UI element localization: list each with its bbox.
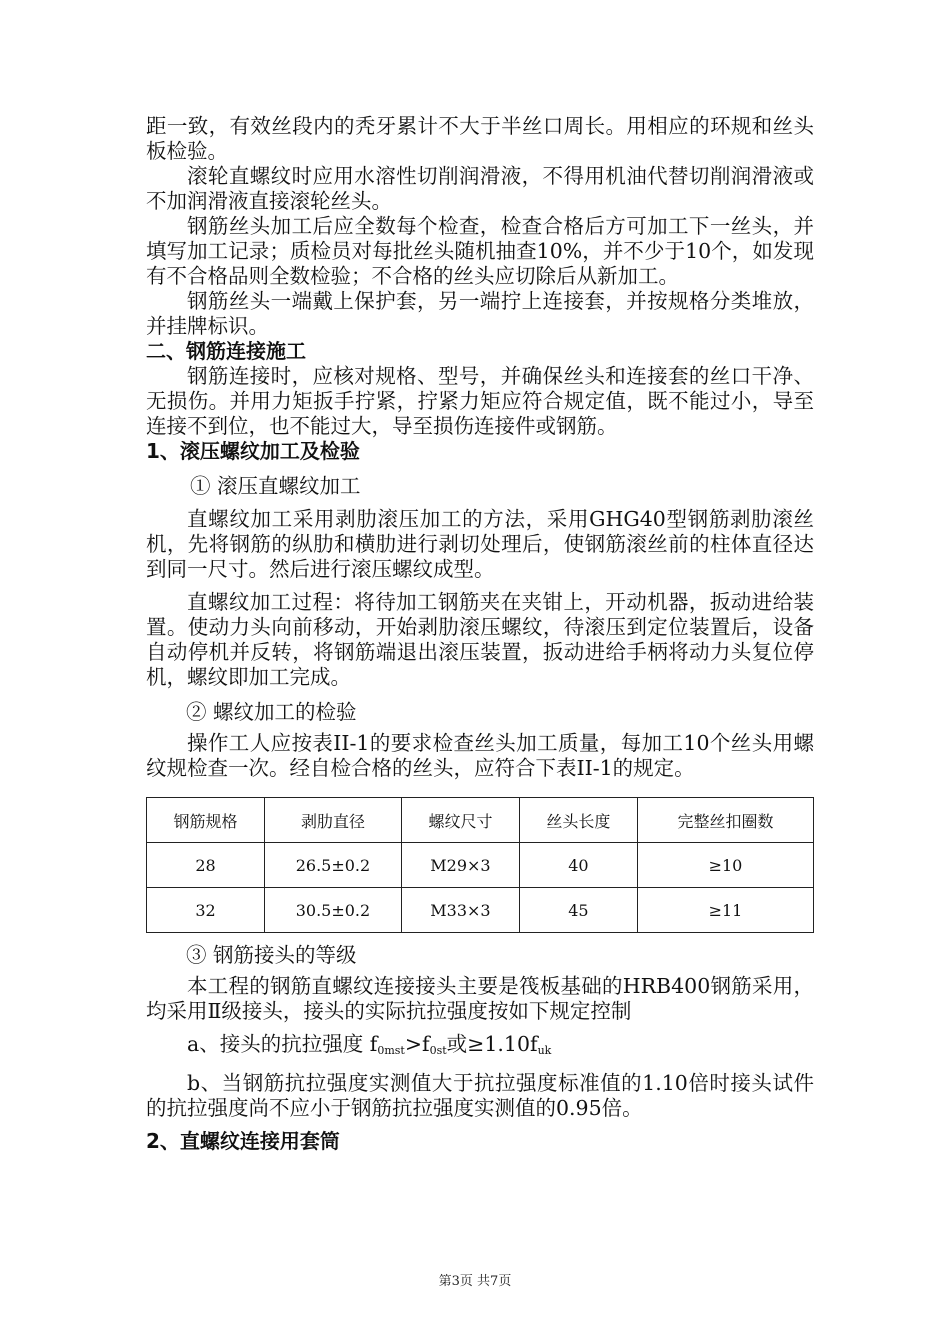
table-cell: 30.5±0.2 — [264, 888, 401, 933]
table-cell: ≥10 — [637, 843, 813, 888]
table-row — [147, 843, 814, 888]
formula-text: >f — [404, 1032, 430, 1056]
formula-text: 或≥1.10f — [446, 1032, 538, 1056]
item-heading: ③ 钢筋接头的等级 — [186, 943, 357, 967]
paragraph: 直螺纹加工采用剥肋滚压加工的方法，采用GHG40型钢筋剥肋滚丝机，先将钢筋的纵肋和横肋进行剥切处理后，使钢筋滚丝前的柱体直径达到同一尺寸。然后进行滚压螺纹成型。 — [146, 507, 814, 581]
paragraph: 直螺纹加工过程：将待加工钢筋夹在夹钳上，开动机器，扳动进给装置。使动力头向前移动，开始剥肋滚压螺纹，待滚压到定位装置后，设备自动停机并反转，将钢筋端退出滚压装置，扳动进给手柄将动力头复位停机，螺纹即加工完成。 — [146, 590, 814, 689]
formula-subscript: 0mst — [377, 1044, 405, 1057]
table-header-cell: 钢筋规格 — [147, 798, 265, 843]
table-header-cell: 螺纹尺寸 — [401, 798, 519, 843]
table-cell: M29×3 — [401, 843, 519, 888]
table-cell: M33×3 — [401, 888, 519, 933]
subsection-heading: 1、滚压螺纹加工及检验 — [146, 439, 360, 463]
formula-text: a、接头的抗拉强度 f — [187, 1032, 378, 1056]
item-heading: ① 滚压直螺纹加工 — [190, 474, 361, 498]
table-cell: 28 — [147, 843, 265, 888]
table-header-cell: 完整丝扣圈数 — [637, 798, 813, 843]
table-cell: 45 — [519, 888, 637, 933]
table-header-cell: 丝头长度 — [519, 798, 637, 843]
formula-subscript: uk — [537, 1044, 552, 1057]
formula-subscript: 0st — [429, 1044, 447, 1057]
table-cell: 32 — [147, 888, 265, 933]
table-cell: 26.5±0.2 — [264, 843, 401, 888]
table-cell: ≥11 — [637, 888, 813, 933]
paragraph: 本工程的钢筋直螺纹连接接头主要是筏板基础的HRB400钢筋采用，均采用Ⅱ级接头，接头的实际抗拉强度按如下规定控制 — [146, 974, 814, 1023]
item-heading: ② 螺纹加工的检验 — [186, 700, 357, 724]
page-content — [146, 114, 814, 1154]
table-header-cell: 剥肋直径 — [264, 798, 401, 843]
thread-spec-table — [146, 797, 814, 933]
paragraph: 钢筋丝头加工后应全数每个检查，检查合格后方可加工下一丝头，并填写加工记录；质检员对每批丝头随机抽查10%，并不少于10个，如发现有不合格品则全数检验；不合格的丝头应切除后从新加工。 — [146, 214, 814, 288]
paragraph: 钢筋连接时，应核对规格、型号，并确保丝头和连接套的丝口干净、无损伤。并用力矩扳手拧紧，拧紧力矩应符合规定值，既不能过小，导至连接不到位，也不能过大，导至损伤连接件或钢筋。 — [146, 364, 814, 438]
paragraph: 操作工人应按表II-1的要求检查丝头加工质量，每加工10个丝头用螺纹规检查一次。经自检合格的丝头，应符合下表II-1的规定。 — [146, 731, 814, 780]
paragraph: 滚轮直螺纹时应用水溶性切削润滑液，不得用机油代替切削润滑液或不加润滑液直接滚轮丝头。 — [146, 164, 814, 213]
table-header-row — [147, 798, 814, 843]
page-footer: 第3页 共7页 — [438, 1274, 512, 1289]
section-heading: 二、钢筋连接施工 — [146, 339, 306, 363]
formula-paragraph — [146, 1032, 814, 1063]
table-cell: 40 — [519, 843, 637, 888]
paragraph: b、当钢筋抗拉强度实测值大于抗拉强度标准值的1.10倍时接头试件的抗拉强度尚不应小于钢筋抗拉强度实测值的0.95倍。 — [146, 1071, 814, 1120]
table-row — [147, 888, 814, 933]
subsection-heading: 2、直螺纹连接用套筒 — [146, 1129, 340, 1153]
paragraph: 距一致，有效丝段内的秃牙累计不大于半丝口周长。用相应的环规和丝头板检验。 — [146, 114, 814, 163]
paragraph: 钢筋丝头一端戴上保护套，另一端拧上连接套，并按规格分类堆放，并挂牌标识。 — [146, 289, 814, 338]
